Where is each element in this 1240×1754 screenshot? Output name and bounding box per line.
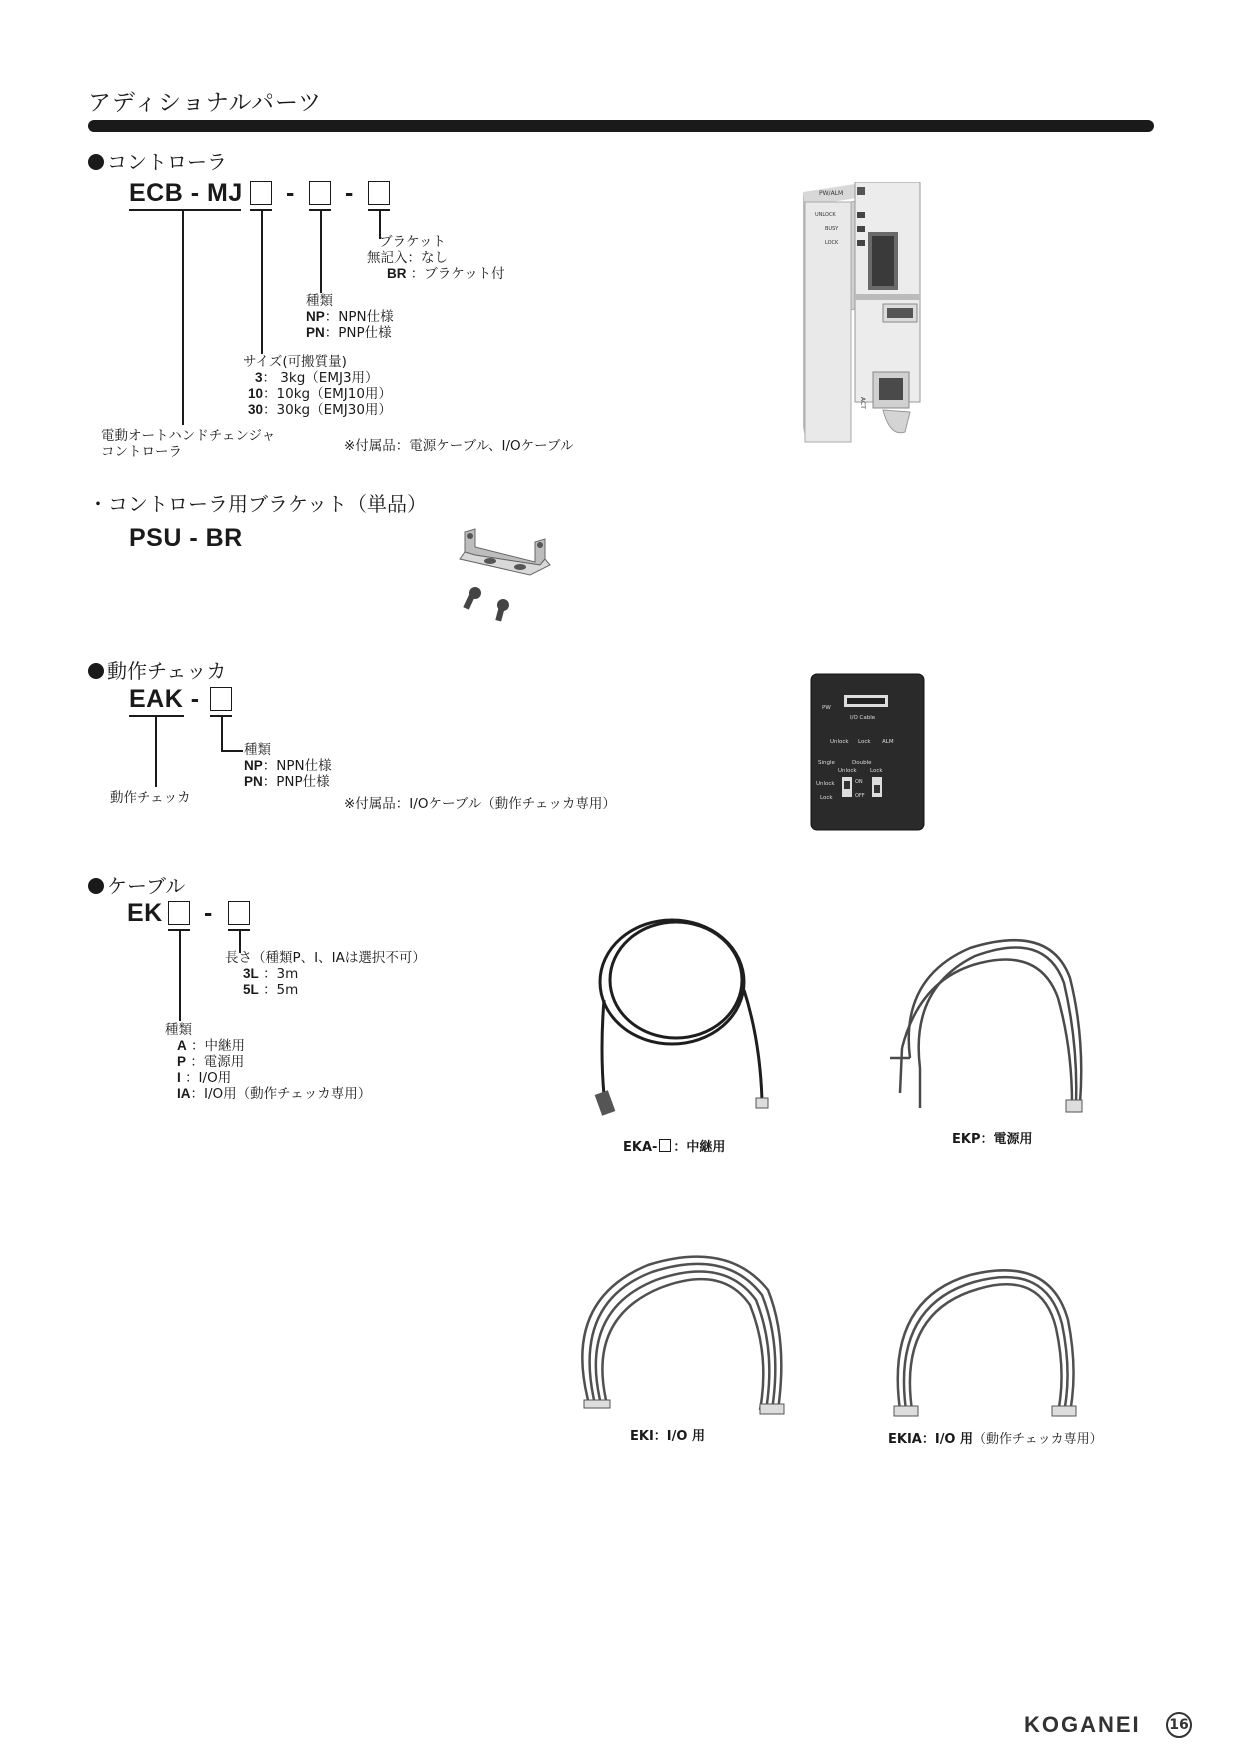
caption-ekp: EKP：電源用 — [952, 1132, 1033, 1147]
bracket-label: ブラケット — [379, 234, 446, 250]
ctrl-unlock: UNLOCK — [815, 212, 836, 218]
chk-lock2: Lock — [870, 768, 883, 774]
controller-heading: コントローラ — [88, 146, 227, 175]
ctrl-lock: LOCK — [825, 240, 839, 246]
caption-ekia: EKIA：I/O 用（動作チェッカ専用） — [888, 1432, 1103, 1447]
cable-ekia-photo — [880, 1240, 1100, 1420]
ctrl-busy: BUSY — [825, 226, 839, 232]
cable-ekp-photo — [880, 918, 1090, 1128]
checker-type-label: 種類 — [244, 742, 271, 758]
chk-io: I/O Cable — [850, 715, 876, 721]
cable-length-label: 長さ（種類P、I、IAは選択不可） — [225, 950, 426, 966]
chk-unlock: Unlock — [830, 739, 849, 745]
checker-base-label: 動作チェッカ — [110, 790, 191, 806]
controller-code-underline — [129, 209, 241, 211]
cable-type-box — [168, 901, 190, 925]
checker-base-leader — [155, 715, 157, 787]
caption-eka-box — [659, 1139, 671, 1152]
chk-unlock3: Unlock — [816, 781, 835, 787]
cable-eka-photo — [590, 910, 780, 1120]
chk-lock: Lock — [858, 739, 871, 745]
cable-type-ia: IA：I/O用（動作チェッカ専用） — [177, 1086, 372, 1102]
checker-accessory: ※付属品：I/Oケーブル（動作チェッカ専用） — [344, 796, 616, 812]
cable-type-leader — [179, 929, 181, 1021]
checker-type-leader — [221, 715, 223, 751]
checker-pn: PN：PNP仕様 — [244, 774, 330, 790]
size-label: サイズ(可搬質量) — [243, 354, 347, 370]
cable-type-p: P ：電源用 — [177, 1054, 245, 1070]
type-leader — [320, 209, 322, 293]
controller-base-label-1: 電動オートハンドチェンジャ — [101, 428, 276, 444]
controller-dash-1: - — [286, 179, 295, 207]
bracket-photo — [445, 527, 585, 637]
cable-len-3l: 3L ：3m — [243, 966, 299, 982]
cable-len-5l: 5L ：5m — [243, 982, 299, 998]
controller-base-leader — [182, 209, 184, 425]
chk-on: ON — [855, 779, 863, 785]
controller-code: ECB - MJ — [129, 179, 243, 207]
checker-heading: 動作チェッカ — [88, 655, 226, 684]
bracket-heading: ・コントローラ用ブラケット（単品） — [88, 492, 427, 516]
chk-single: Single — [818, 760, 835, 766]
controller-size-box — [250, 181, 272, 205]
controller-base-label-2: コントローラ — [101, 444, 182, 460]
cable-code: EK — [127, 899, 163, 927]
size-leader — [261, 209, 263, 354]
type-label: 種類 — [306, 293, 333, 309]
ctrl-act: ACT — [859, 397, 866, 409]
size-3: 3： 3kg（EMJ3用） — [255, 370, 379, 386]
page-title: アディショナルパーツ — [88, 90, 323, 116]
size-30: 30：30kg（EMJ30用） — [248, 402, 392, 418]
cable-type-a: A ：中継用 — [177, 1038, 246, 1054]
cable-dash: - — [204, 899, 213, 927]
title-rule — [88, 120, 1154, 132]
bracket-opt2: BR ：ブラケット付 — [387, 266, 505, 282]
checker-code-underline — [129, 715, 184, 717]
chk-lock3: Lock — [820, 795, 833, 801]
caption-eki: EKI：I/O 用 — [630, 1429, 705, 1444]
type-np: NP：NPN仕様 — [306, 309, 394, 325]
ctrl-pwalm: PW/ALM — [819, 190, 844, 197]
caption-eka: EKA- ：中継用 — [623, 1140, 726, 1155]
size-10: 10：10kg（EMJ10用） — [248, 386, 392, 402]
koganei-logo: KOGANEI — [1024, 1712, 1141, 1737]
cable-heading: ケーブル — [88, 870, 185, 899]
chk-pw: PW — [822, 705, 831, 711]
cable-type-i: I ：I/O用 — [177, 1070, 232, 1086]
controller-bracket-box — [368, 181, 390, 205]
chk-alm: ALM — [882, 739, 894, 745]
bracket-code: PSU - BR — [129, 524, 243, 552]
bracket-opt1: 無記入：なし — [367, 250, 448, 266]
type-pn: PN：PNP仕様 — [306, 325, 392, 341]
chk-double: Double — [852, 760, 872, 766]
cable-length-box — [228, 901, 250, 925]
chk-off: OFF — [855, 793, 865, 799]
checker-type-leader-h — [221, 750, 243, 752]
checker-np: NP：NPN仕様 — [244, 758, 332, 774]
cable-type-label: 種類 — [165, 1022, 192, 1038]
controller-photo — [795, 182, 935, 457]
checker-type-box — [210, 687, 232, 711]
cable-eki-photo — [568, 1240, 798, 1420]
controller-dash-2: - — [345, 179, 354, 207]
checker-code: EAK - — [129, 685, 200, 713]
page-number: 16 — [1166, 1712, 1192, 1738]
checker-photo — [810, 673, 925, 831]
controller-accessory: ※付属品：電源ケーブル、I/Oケーブル — [344, 438, 574, 454]
chk-unlock2: Unlock — [838, 768, 857, 774]
controller-type-box — [309, 181, 331, 205]
